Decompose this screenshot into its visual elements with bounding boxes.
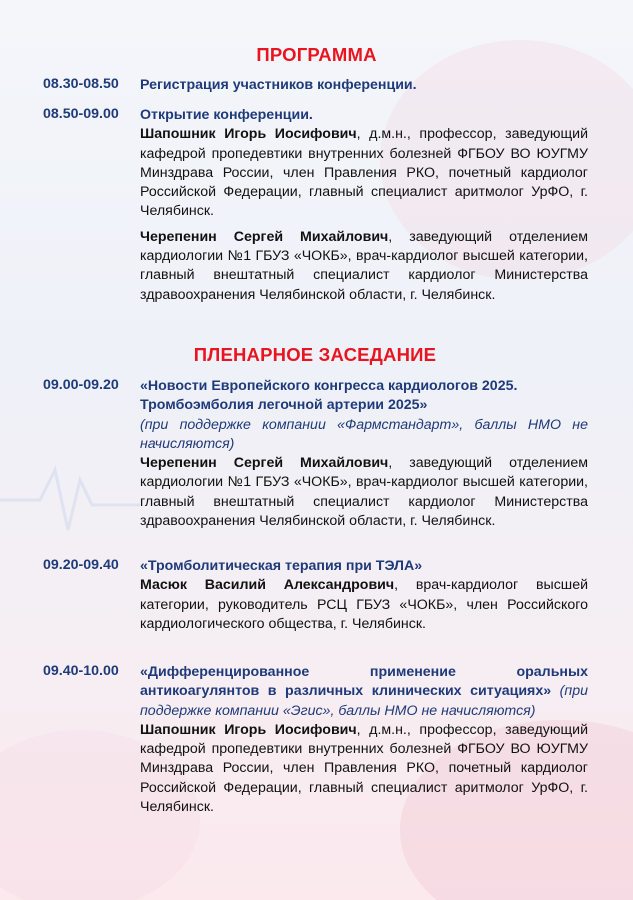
speaker-description: , заведующий отделением кардиологии №1 ГБУЗ «ЧОКБ», врач-кардиолог высшей категории, главный внештатный специалист кардиолог Министерства здравоохранения Челябинской области, г. Челябинск. bbox=[140, 455, 588, 530]
session-time: 09.20-09.40 bbox=[43, 557, 119, 573]
speaker-entry bbox=[140, 576, 588, 634]
speaker-entry bbox=[140, 125, 588, 221]
session-title: «Новости Европейского конгресса кардиологов 2025. Тромбоэмболия легочной артерии 2025» bbox=[140, 378, 518, 414]
session-title-block bbox=[140, 663, 588, 721]
session-note: (при поддержке компании «Эгис», баллы НМО не начисляются) bbox=[140, 683, 588, 719]
session-title: «Тромболитическая терапия при ТЭЛА» bbox=[140, 558, 423, 574]
session-time: 08.30-08.50 bbox=[43, 76, 119, 92]
session-content bbox=[140, 377, 588, 531]
speaker-entry bbox=[140, 721, 588, 817]
session-title: Регистрация участников конференции. bbox=[140, 77, 417, 93]
session-content bbox=[140, 76, 588, 95]
program-heading: ПРОГРАММА bbox=[256, 44, 377, 65]
session-content bbox=[140, 663, 588, 817]
session-note: (при поддержке компании «Фармстандарт», баллы НМО не начисляются) bbox=[140, 416, 588, 452]
plenary-heading: ПЛЕНАРНОЕ ЗАСЕДАНИЕ bbox=[193, 344, 437, 365]
speaker-name: Шапошник Игорь Иосифович bbox=[140, 126, 357, 143]
session-time: 09.40-10.00 bbox=[43, 663, 119, 679]
speaker-name: Масюк Василий Александрович bbox=[140, 577, 395, 594]
speaker-name: Черепенин Сергей Михайлович bbox=[140, 455, 389, 472]
speaker-description: , заведующий отделением кардиологии №1 ГБУЗ «ЧОКБ», врач-кардиолог высшей категории, главный внештатный специалист кардиолог Министерства здравоохранения Челябинской области, г. Челябинск. bbox=[140, 228, 588, 303]
speaker-entry bbox=[140, 454, 588, 531]
session-content bbox=[140, 106, 588, 305]
speaker-name: Черепенин Сергей Михайлович bbox=[140, 228, 389, 245]
session-time: 08.50-09.00 bbox=[43, 106, 119, 122]
speaker-name: Шапошник Игорь Иосифович bbox=[140, 721, 357, 738]
session-content bbox=[140, 557, 588, 634]
speaker-description: , д.м.н., профессор, заведующий кафедрой пропедевтики внутренних болезней ФГБОУ ВО ЮУГМУ Минздрава России, член Правления РКО, почетный кардиолог Российской Федерации, главный специалист аритмолог УрФО, г. Челябинск. bbox=[140, 126, 588, 220]
speaker-description: , врач-кардиолог высшей категории, руководитель РСЦ ГБУЗ «ЧОКБ», член Российского кардиологического общества, г. Челябинск. bbox=[140, 577, 589, 632]
session-time: 09.00-09.20 bbox=[43, 377, 119, 393]
session-title: Открытие конференции. bbox=[140, 107, 313, 123]
speaker-entry bbox=[140, 228, 588, 305]
session-title: «Дифференцированное применение оральных антикоагулянтов в различных клинических ситуациях» bbox=[140, 664, 588, 700]
speaker-description: , д.м.н., профессор, заведующий кафедрой пропедевтики внутренних болезней ФГБОУ ВО ЮУГМУ Минздрава России, член Правления РКО, почетный кардиолог Российской Федерации, главный специалист аритмолог УрФО, г. Челябинск. bbox=[140, 721, 588, 816]
